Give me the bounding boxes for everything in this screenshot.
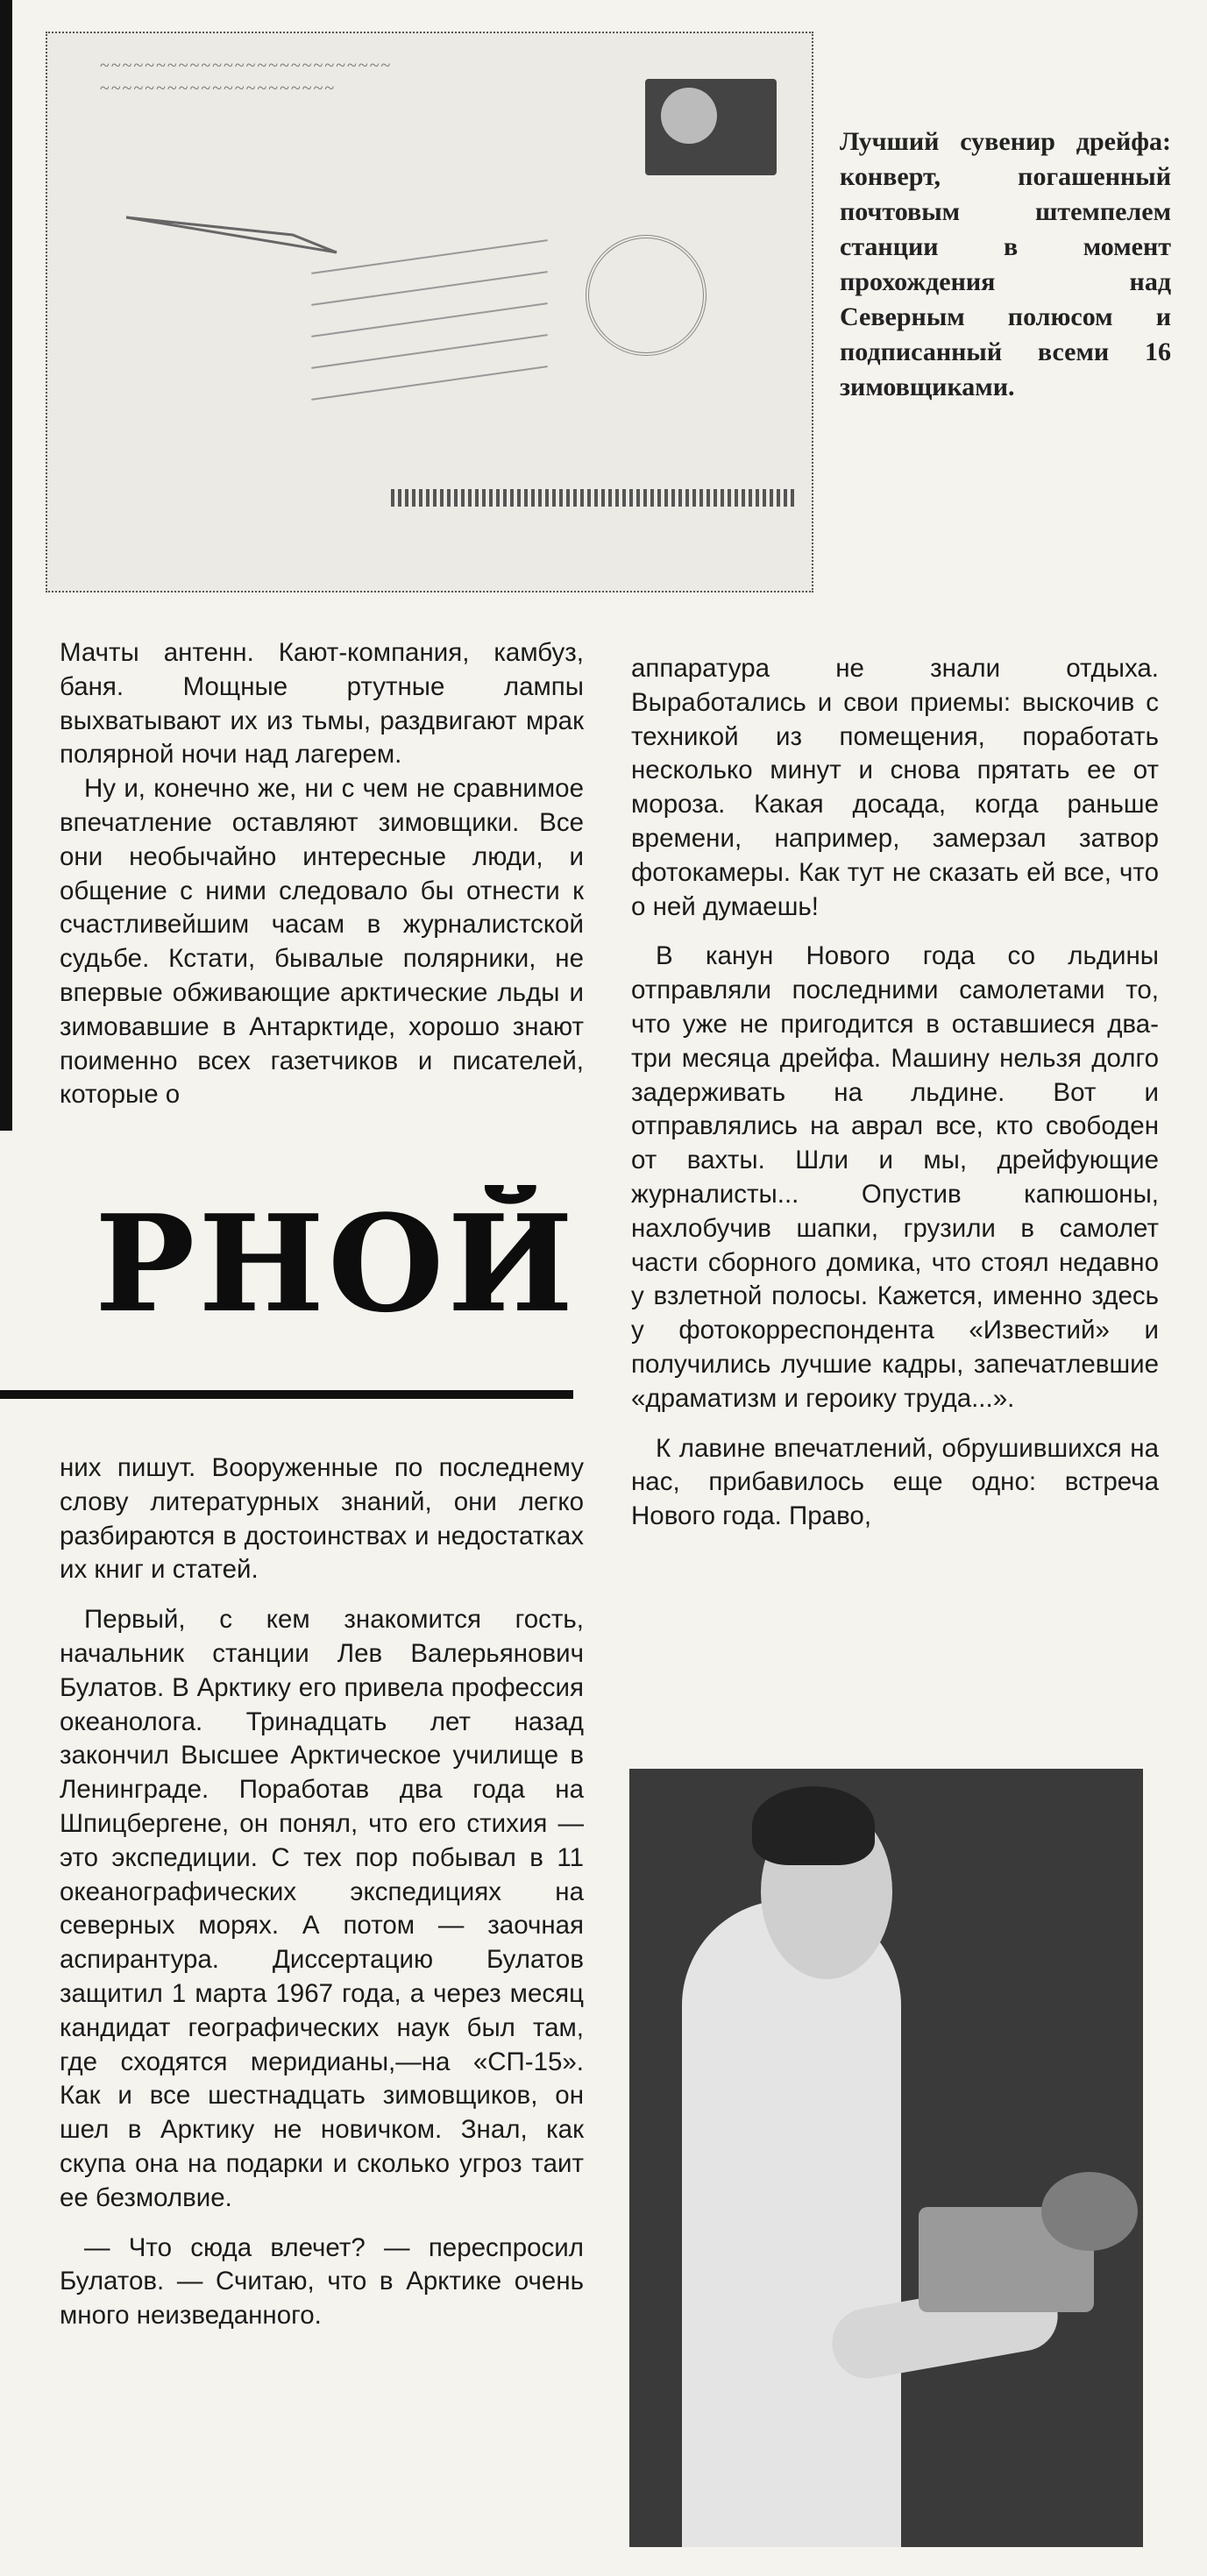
envelope-barcode bbox=[391, 489, 794, 507]
person-figure bbox=[682, 1900, 901, 2547]
cooking-pot-lid bbox=[1041, 2172, 1138, 2251]
envelope-photo bbox=[46, 32, 813, 593]
paragraph: аппаратура не знали отдыха. Выработались и свои приемы: выскочив с техникой из помещения, поработать несколько минут и снова прятать ее от мороза. Какая досада, когда раньше времени, например, замерзал затвор фотокамеры. Как тут не сказать ей все, что о ней думаешь! bbox=[631, 654, 1159, 921]
article-column-left-bottom bbox=[60, 1451, 584, 2333]
person-hair bbox=[752, 1786, 875, 1865]
cook-photo bbox=[629, 1769, 1143, 2547]
paragraph: — Что сюда влечет? — переспросил Булатов. — Считаю, что в Арктике очень много неизведанного. bbox=[60, 2232, 584, 2331]
envelope-postmark-text: ~~~~~~~~~~~~~~~~~~~~~~~~~~ ~~~~~~~~~~~~~~~~~~~~~ bbox=[100, 56, 393, 98]
article-column-right bbox=[631, 652, 1159, 1534]
signatures-scribbles bbox=[310, 226, 608, 437]
headline-rule bbox=[0, 1390, 573, 1399]
paragraph: Мачты антенн. Кают-компания, камбуз, баня. Мощные ртутные лампы выхватывают их из тьмы, раздвигают мрак полярной ночи над лагерем. bbox=[60, 638, 584, 770]
left-margin-bar bbox=[0, 0, 12, 1131]
paragraph: Первый, с кем знакомится гость, начальник станции Лев Валерьянович Булатов. В Арктику его привела профессия океанолога. Тринадцать лет назад закончил Высшее Арктическое училище в Ленинграде. Поработав два года на Шпицбергене, он понял, что его стихия — это экспедиции. С тех пор побывал в 11 океанографических экспедициях на северных морях. А потом — заочная аспирантура. Диссертацию Булатов защитил 1 марта 1967 года, а через месяц кандидат географических наук был там, где сходятся меридианы,—на «СП-15». Как и все шестнадцать зимовщиков, он шел в Арктику не новичком. Знал, как скупа она на подарки и сколько угроз таит ее безмолвие. bbox=[60, 1605, 584, 2212]
article-column-left-top bbox=[60, 636, 584, 1112]
photo-caption: Лучший сувенир дрейфа: конверт, погашенный почтовым штемпелем станции в момент прохождения над Северным полюсом и подписанный всеми 16 зимовщиками. bbox=[840, 127, 1171, 401]
paragraph: них пишут. Вооруженные по последнему слову литературных знаний, они легко разбираются в достоинствах и недостатках их книг и статей. bbox=[60, 1453, 584, 1585]
headline-fragment: РНОЙ bbox=[95, 1185, 577, 1342]
paragraph: Ну и, конечно же, ни с чем не сравнимое впечатление оставляют зимовщики. Все они необычайно интересные люди, и общение с ними следовало бы отнести к счастливейшим часам в журналистской судьбе. Кстати, бывалые полярники, не впервые обживающие арктические льды и зимовавшие в Антарктиде, хорошо знают поименно всех газетчиков и писателей, которые о bbox=[60, 774, 584, 1110]
paragraph: К лавине впечатлений, обрушившихся на нас, прибавилось еще одно: встреча Нового года. Право, bbox=[631, 1433, 1159, 1531]
postage-stamp-image bbox=[645, 79, 777, 175]
paragraph: В канун Нового года со льдины отправляли последними самолетами то, что уже не пригодится в оставшиеся два-три месяца дрейфа. Машину нельзя долго задерживать на льдине. Вот и отправлялись на аврал все, кто свободен от вахты. Шли и мы, дрейфующие журналисты... Опустив капюшоны, нахлобучив шапки, грузили в самолет части сборного домика, что стоял недавно у взлетной полосы. Кажется, именно здесь у фотокорреспондента «Известий» и получились лучшие кадры, запечатлевшие «драматизм и героику труда...». bbox=[631, 941, 1159, 1413]
